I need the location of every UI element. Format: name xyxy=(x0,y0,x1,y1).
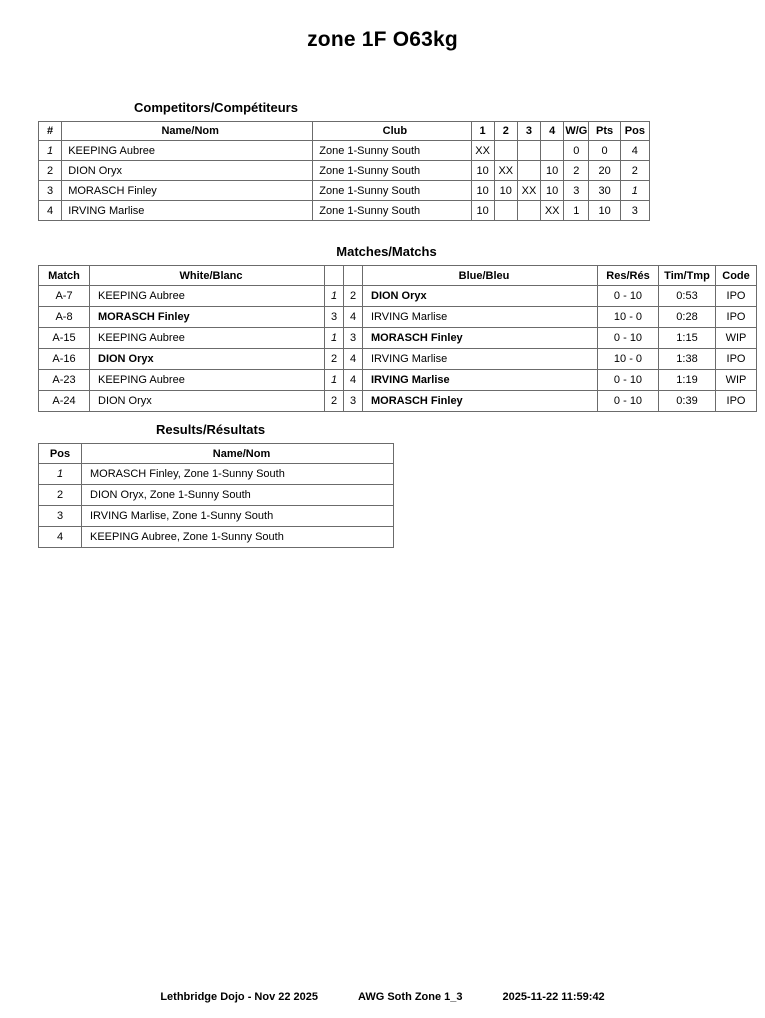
competitor-position: 4 xyxy=(620,141,649,161)
competitor-result-1: XX xyxy=(471,141,494,161)
match-result: 10 - 0 xyxy=(598,307,659,328)
result-position: 2 xyxy=(39,485,82,506)
result-name: DION Oryx, Zone 1-Sunny South xyxy=(82,485,394,506)
table-row xyxy=(39,506,394,527)
match-white-name: DION Oryx xyxy=(90,349,325,370)
match-time: 1:15 xyxy=(659,328,716,349)
table-row xyxy=(39,527,394,548)
competitor-position: 2 xyxy=(620,161,649,181)
match-time: 1:19 xyxy=(659,370,716,391)
competitor-result-3: XX xyxy=(517,181,540,201)
table-row xyxy=(39,161,650,181)
match-blue-seed: 4 xyxy=(344,349,363,370)
match-code: IPO xyxy=(716,391,757,412)
competitor-points: 30 xyxy=(589,181,620,201)
match-code: IPO xyxy=(716,307,757,328)
column-header-r1: 1 xyxy=(471,122,494,141)
match-white-name: KEEPING Aubree xyxy=(90,328,325,349)
competitors-table xyxy=(38,121,650,221)
column-header-number: # xyxy=(39,122,62,141)
competitor-result-3 xyxy=(517,141,540,161)
match-code: IPO xyxy=(716,286,757,307)
results-table xyxy=(38,443,394,548)
column-header-result: Res/Rés xyxy=(598,266,659,286)
column-header-blue: Blue/Bleu xyxy=(363,266,598,286)
match-blue-seed: 2 xyxy=(344,286,363,307)
competitor-result-2: XX xyxy=(494,161,517,181)
match-white-seed: 2 xyxy=(325,349,344,370)
competitor-result-1: 10 xyxy=(471,161,494,181)
match-blue-name: MORASCH Finley xyxy=(363,328,598,349)
match-white-seed: 1 xyxy=(325,370,344,391)
table-row xyxy=(39,307,757,328)
competitor-name: MORASCH Finley xyxy=(62,181,313,201)
competitor-result-2: 10 xyxy=(494,181,517,201)
page-title: zone 1F O63kg xyxy=(307,28,458,51)
column-header-time: Tim/Tmp xyxy=(659,266,716,286)
competitor-points: 0 xyxy=(589,141,620,161)
competitor-result-4: 10 xyxy=(541,181,564,201)
competitor-result-3 xyxy=(517,201,540,221)
match-code: WIP xyxy=(716,328,757,349)
matches-table xyxy=(38,265,757,412)
competitor-club: Zone 1-Sunny South xyxy=(313,161,471,181)
match-time: 0:53 xyxy=(659,286,716,307)
competitor-result-4: 10 xyxy=(541,161,564,181)
column-header-white-seed xyxy=(325,266,344,286)
competitors-heading: Competitors/Compétiteurs xyxy=(134,100,298,115)
competitor-points: 10 xyxy=(589,201,620,221)
result-name: MORASCH Finley, Zone 1-Sunny South xyxy=(82,464,394,485)
competitor-number: 3 xyxy=(39,181,62,201)
match-blue-name: MORASCH Finley xyxy=(363,391,598,412)
match-id: A-24 xyxy=(39,391,90,412)
competitor-result-1: 10 xyxy=(471,201,494,221)
competitor-club: Zone 1-Sunny South xyxy=(313,141,471,161)
competitor-name: KEEPING Aubree xyxy=(62,141,313,161)
match-result: 0 - 10 xyxy=(598,370,659,391)
column-header-match: Match xyxy=(39,266,90,286)
column-header-r2: 2 xyxy=(494,122,517,141)
matches-heading: Matches/Matchs xyxy=(336,244,437,259)
competitor-result-2 xyxy=(494,141,517,161)
competitor-number: 2 xyxy=(39,161,62,181)
match-id: A-7 xyxy=(39,286,90,307)
table-row xyxy=(39,464,394,485)
column-header-club: Club xyxy=(313,122,471,141)
table-header-row xyxy=(39,266,757,286)
competitor-club: Zone 1-Sunny South xyxy=(313,201,471,221)
result-name: IRVING Marlise, Zone 1-Sunny South xyxy=(82,506,394,527)
table-header-row xyxy=(39,122,650,141)
footer xyxy=(0,991,765,1003)
column-header-blue-seed xyxy=(344,266,363,286)
match-time: 1:38 xyxy=(659,349,716,370)
match-blue-name: IRVING Marlise xyxy=(363,307,598,328)
competitor-club: Zone 1-Sunny South xyxy=(313,181,471,201)
match-blue-seed: 3 xyxy=(344,328,363,349)
table-row xyxy=(39,485,394,506)
match-result: 0 - 10 xyxy=(598,391,659,412)
competitor-points: 20 xyxy=(589,161,620,181)
column-header-code: Code xyxy=(716,266,757,286)
competitor-name: IRVING Marlise xyxy=(62,201,313,221)
result-position: 4 xyxy=(39,527,82,548)
match-white-seed: 1 xyxy=(325,328,344,349)
table-header-row xyxy=(39,444,394,464)
match-white-seed: 3 xyxy=(325,307,344,328)
match-blue-seed: 4 xyxy=(344,370,363,391)
column-header-white: White/Blanc xyxy=(90,266,325,286)
match-code: IPO xyxy=(716,349,757,370)
match-white-name: MORASCH Finley xyxy=(90,307,325,328)
matches-section xyxy=(38,244,750,412)
column-header-name: Name/Nom xyxy=(82,444,394,464)
result-position: 3 xyxy=(39,506,82,527)
competitor-result-4 xyxy=(541,141,564,161)
match-white-seed: 2 xyxy=(325,391,344,412)
competitor-result-4: XX xyxy=(541,201,564,221)
column-header-name: Name/Nom xyxy=(62,122,313,141)
match-id: A-15 xyxy=(39,328,90,349)
match-code: WIP xyxy=(716,370,757,391)
match-blue-name: IRVING Marlise xyxy=(363,370,598,391)
table-row xyxy=(39,370,757,391)
column-header-wg: W/G xyxy=(564,122,589,141)
competitor-position: 1 xyxy=(620,181,649,201)
table-row xyxy=(39,181,650,201)
competitor-name: DION Oryx xyxy=(62,161,313,181)
competitor-wins: 3 xyxy=(564,181,589,201)
match-white-name: KEEPING Aubree xyxy=(90,286,325,307)
match-blue-seed: 4 xyxy=(344,307,363,328)
match-time: 0:28 xyxy=(659,307,716,328)
table-row xyxy=(39,141,650,161)
results-section xyxy=(38,422,383,548)
competitor-wins: 1 xyxy=(564,201,589,221)
competitor-result-2 xyxy=(494,201,517,221)
column-header-pts: Pts xyxy=(589,122,620,141)
competitor-number: 4 xyxy=(39,201,62,221)
match-blue-name: IRVING Marlise xyxy=(363,349,598,370)
table-row xyxy=(39,328,757,349)
result-position: 1 xyxy=(39,464,82,485)
match-id: A-23 xyxy=(39,370,90,391)
column-header-r4: 4 xyxy=(541,122,564,141)
column-header-pos: Pos xyxy=(620,122,649,141)
competitor-result-3 xyxy=(517,161,540,181)
match-id: A-16 xyxy=(39,349,90,370)
competitor-number: 1 xyxy=(39,141,62,161)
match-white-name: KEEPING Aubree xyxy=(90,370,325,391)
match-result: 0 - 10 xyxy=(598,286,659,307)
results-heading: Results/Résultats xyxy=(155,422,266,437)
footer-event: Lethbridge Dojo - Nov 22 2025 xyxy=(160,991,319,1003)
footer-timestamp: 2025-11-22 11:59:42 xyxy=(502,991,605,1003)
competitor-wins: 2 xyxy=(564,161,589,181)
competitors-section xyxy=(38,100,650,221)
table-row xyxy=(39,201,650,221)
match-blue-name: DION Oryx xyxy=(363,286,598,307)
match-result: 0 - 10 xyxy=(598,328,659,349)
competitor-wins: 0 xyxy=(564,141,589,161)
match-time: 0:39 xyxy=(659,391,716,412)
match-blue-seed: 3 xyxy=(344,391,363,412)
table-row xyxy=(39,349,757,370)
table-row xyxy=(39,391,757,412)
table-row xyxy=(39,286,757,307)
match-white-name: DION Oryx xyxy=(90,391,325,412)
match-white-seed: 1 xyxy=(325,286,344,307)
competitor-position: 3 xyxy=(620,201,649,221)
match-result: 10 - 0 xyxy=(598,349,659,370)
competitor-result-1: 10 xyxy=(471,181,494,201)
column-header-r3: 3 xyxy=(517,122,540,141)
column-header-pos: Pos xyxy=(39,444,82,464)
result-name: KEEPING Aubree, Zone 1-Sunny South xyxy=(82,527,394,548)
footer-competition: AWG Soth Zone 1_3 xyxy=(358,991,463,1003)
match-id: A-8 xyxy=(39,307,90,328)
